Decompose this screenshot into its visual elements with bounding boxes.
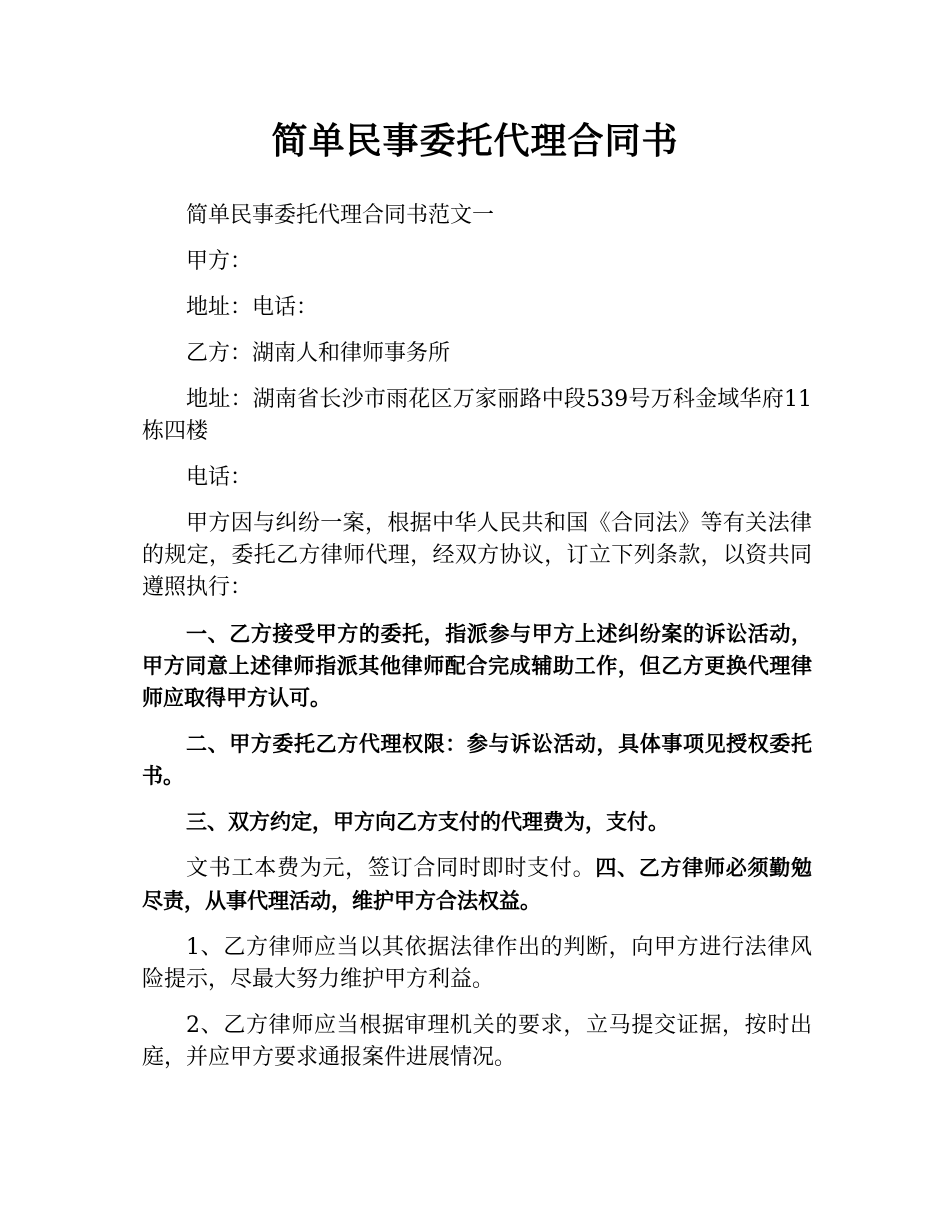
document-title: 简单民事委托代理合同书	[271, 121, 679, 162]
paragraph-clause-2: 二、甲方委托乙方代理权限：参与诉讼活动，具体事项见授权委托书。	[142, 732, 812, 788]
paragraph-party-b: 乙方：湖南人和律师事务所	[186, 341, 451, 366]
paragraph-party-b-address: 地址：湖南省长沙市雨花区万家丽路中段539号万科金域华府11栋四楼	[142, 387, 812, 444]
paragraph-party-b-phone: 电话：	[186, 465, 253, 490]
paragraph-party-a: 甲方：	[186, 249, 253, 274]
paragraph-subtitle: 简单民事委托代理合同书范文一	[186, 203, 495, 228]
paragraph-preamble: 甲方因与纠纷一案，根据中华人民共和国《合同法》等有关法律的规定，委托乙方律师代理，经双方协议，订立下列条款，以资共同遵照执行：	[142, 511, 812, 600]
paragraph-item-1: 1、乙方律师应当以其依据法律作出的判断，向甲方进行法律风险提示，尽最大努力维护甲方利益。	[142, 935, 812, 992]
paragraph-clause-1: 一、乙方接受甲方的委托，指派参与甲方上述纠纷案的诉讼活动，甲方同意上述律师指派其他律师配合完成辅助工作，但乙方更换代理律师应取得甲方认可。	[142, 622, 812, 710]
paragraph-clause-3: 三、双方约定，甲方向乙方支付的代理费为，支付。	[186, 810, 669, 834]
paragraph-fee-text: 文书工本费为元，签订合同时即时支付。	[186, 856, 596, 881]
paragraph-party-a-address: 地址：电话：	[186, 295, 319, 320]
document-body	[142, 200, 812, 1088]
paragraph-item-2: 2、乙方律师应当根据审理机关的要求，立马提交证据，按时出庭，并应甲方要求通报案件进展情况。	[142, 1013, 812, 1070]
paragraph-clause-fee-and-4	[142, 852, 812, 918]
paragraph-clause-4-heading: 四、乙方律师必须勤勉尽责，从事代理活动，维护甲方合法权益。	[142, 856, 812, 913]
